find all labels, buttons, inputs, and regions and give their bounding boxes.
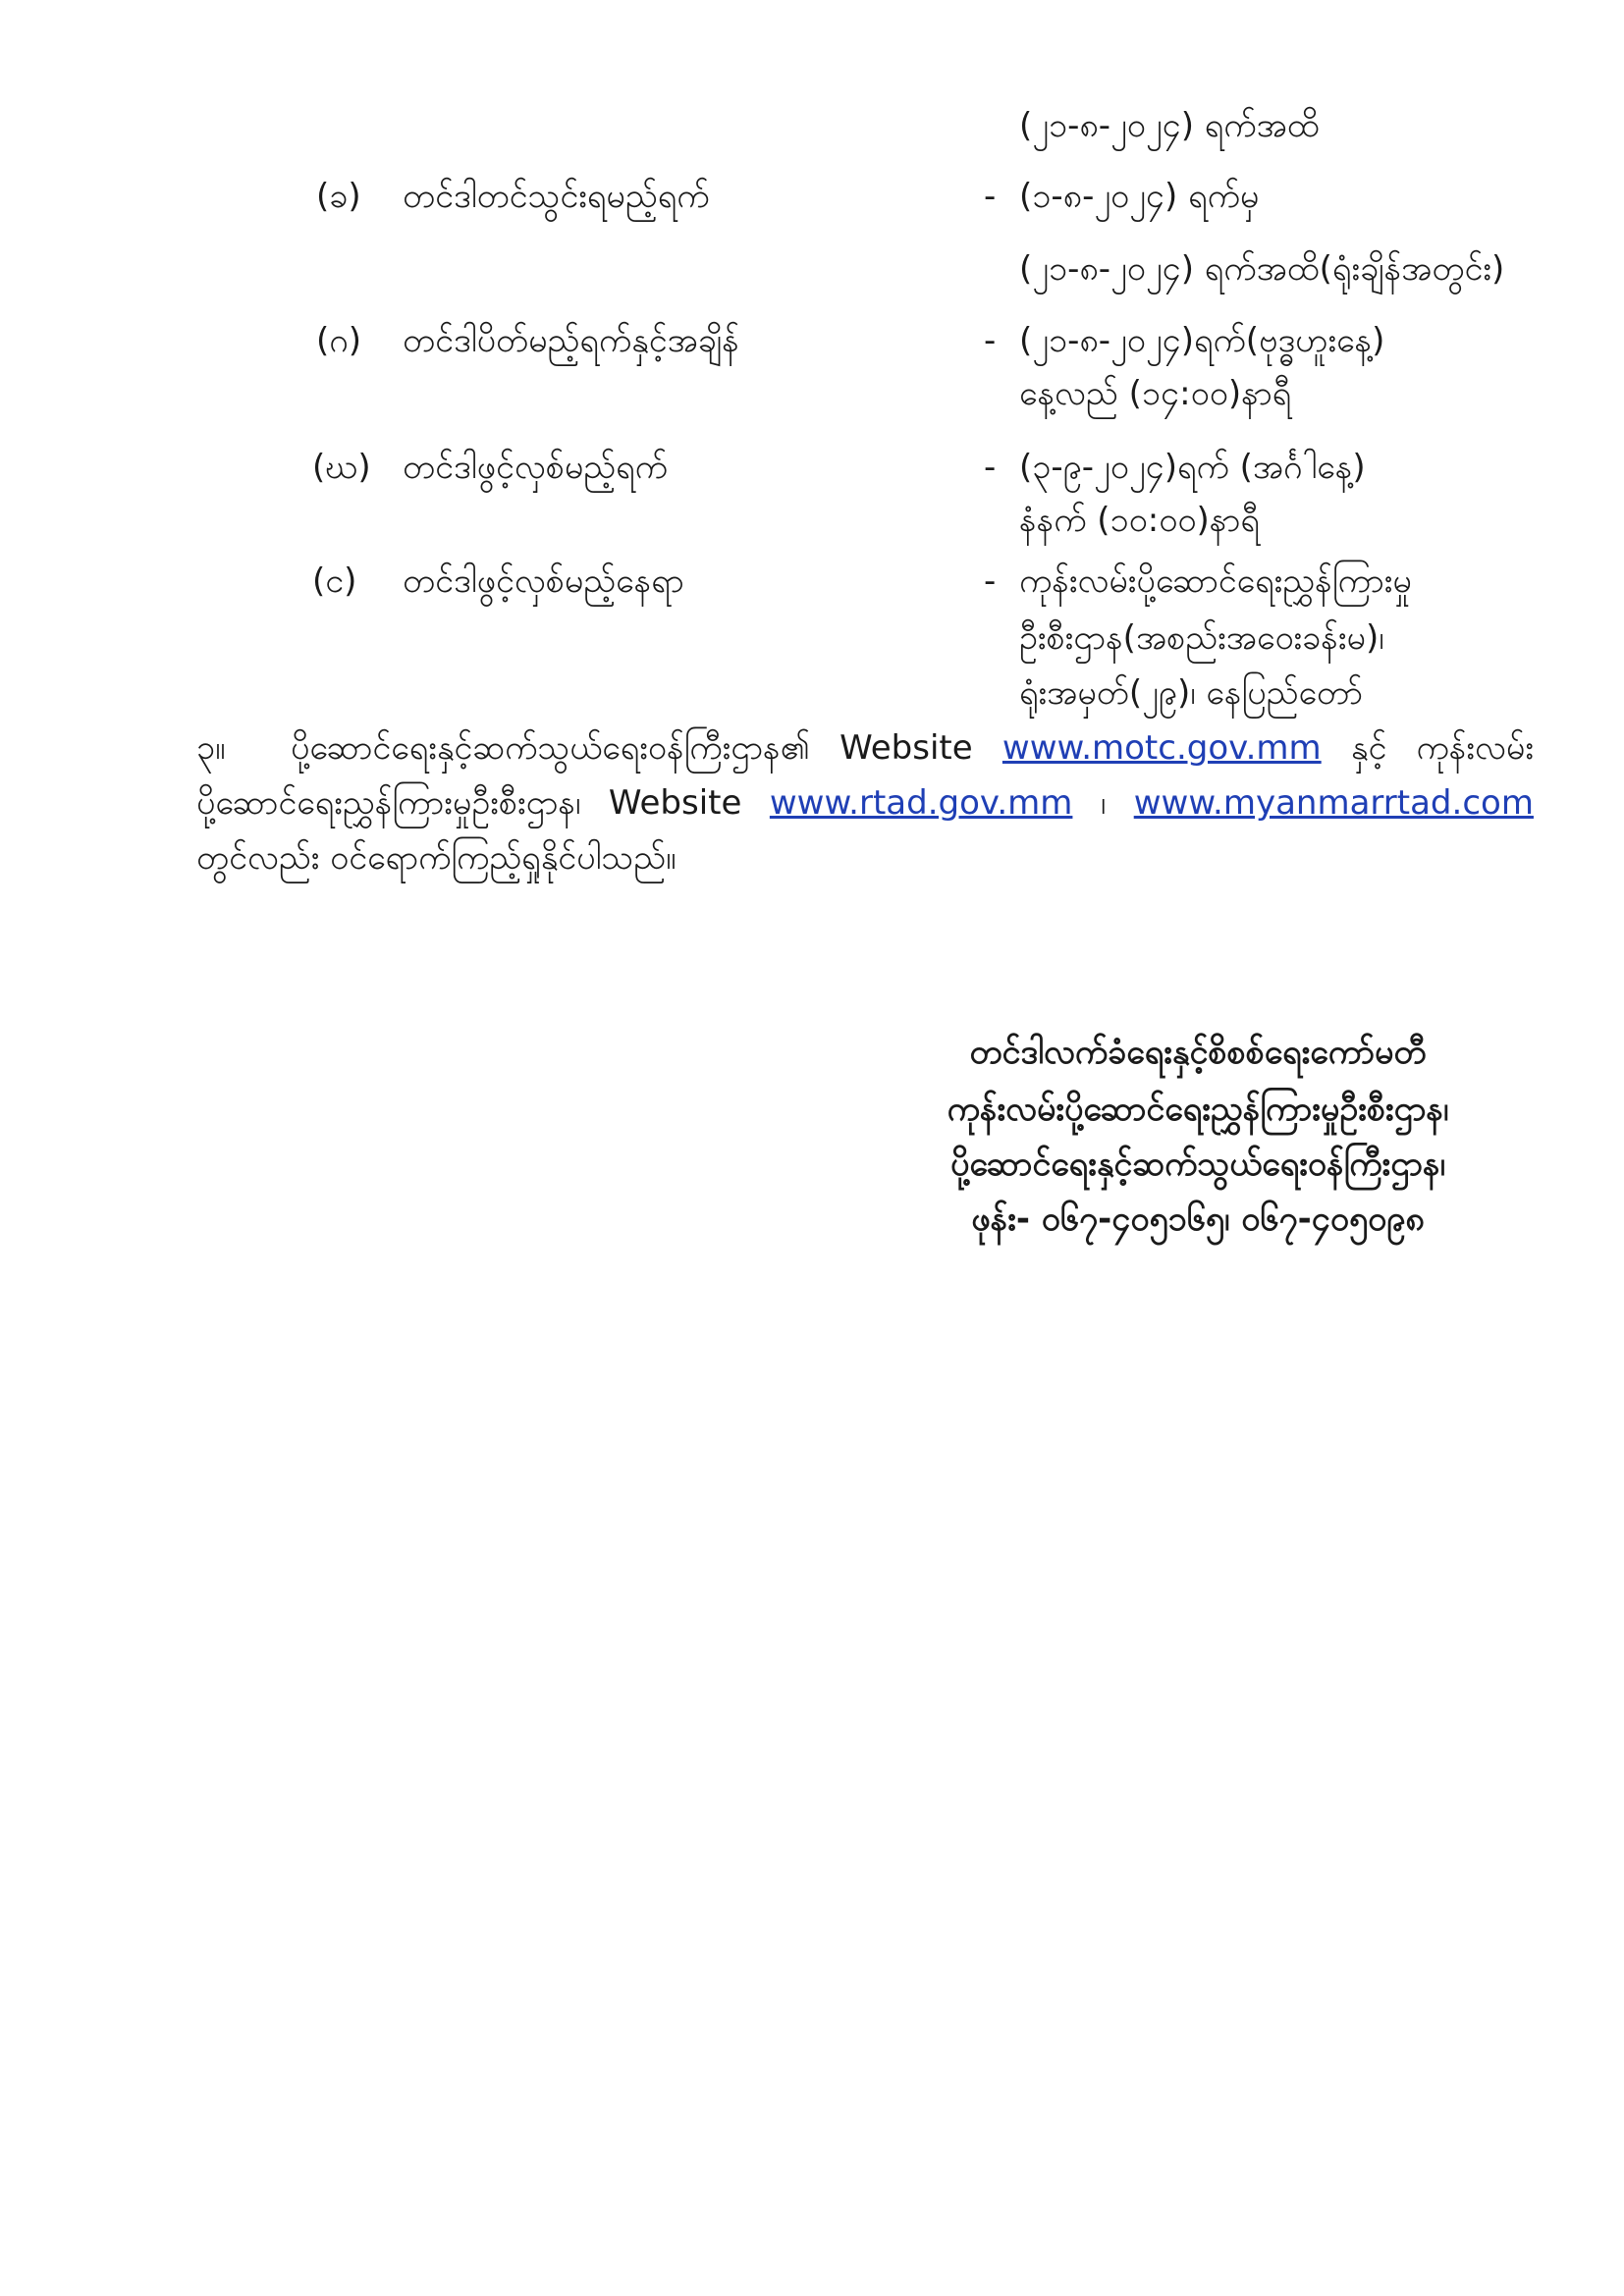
link-myanmarrtad[interactable]: www.myanmarrtad.com [1133, 783, 1534, 823]
link-rtad[interactable]: www.rtad.gov.mm [769, 783, 1073, 823]
paragraph-line-2 [196, 783, 1534, 823]
row-kha-label: တင်ဒါတင်သွင်းရမည့်ရက် [403, 177, 710, 216]
row-nga-marker: (င) [312, 561, 357, 601]
row-ga-value-1: (၂၁-၈-၂၀၂၄)ရက်(ဗုဒ္ဓဟူးနေ့) [1019, 321, 1385, 360]
signature-department: ကုန်းလမ်းပို့ဆောင်ရေးညွှန်ကြားမှုဦးစီးဌာန၊ [947, 1090, 1449, 1129]
paragraph-line-3: တွင်လည်း ဝင်ရောက်ကြည့်ရှုနိုင်ပါသည်။ [196, 838, 677, 878]
row-nga-value-3: ရုံးအမှတ်(၂၉)၊ နေပြည်တော် [1019, 673, 1364, 713]
row-nga-value-1: ကုန်းလမ်းပို့ဆောင်ရေးညွှန်ကြားမှု [1019, 561, 1412, 601]
row-ga-dash: - [984, 321, 997, 360]
paragraph-line-2-separator: ၊ [1100, 783, 1107, 823]
paragraph-number: ၃။ [196, 728, 226, 768]
row-ga-label: တင်ဒါပိတ်မည့်ရက်နှင့်အချိန် [403, 321, 739, 360]
link-motc[interactable]: www.motc.gov.mm [1001, 728, 1322, 768]
row-gha-label: တင်ဒါဖွင့်လှစ်မည့်ရက် [403, 448, 668, 487]
row-nga-label: တင်ဒါဖွင့်လှစ်မည့်နေရာ [403, 561, 684, 601]
row-ga-marker: (ဂ) [316, 321, 361, 360]
signature-committee: တင်ဒါလက်ခံရေးနှင့်စိစစ်ရေးကော်မတီ [969, 1033, 1427, 1072]
row-ga-value-2: နေ့လည် (၁၄:၀၀)နာရီ [1019, 374, 1292, 413]
row-kha-dash: - [984, 177, 997, 216]
signature-ministry: ပို့ဆောင်ရေးနှင့်ဆက်သွယ်ရေးဝန်ကြီးဌာန၊ [949, 1145, 1446, 1184]
signature-phone: ဖုန်း- ၀၆၇-၄၀၅၁၆၅၊ ၀၆၇-၄၀၅၀၉၈ [971, 1200, 1425, 1239]
row-gha-value-1: (၃-၉-၂၀၂၄)ရက် (အင်္ဂါနေ့) [1019, 448, 1366, 487]
paragraph-line-1-end: ကုန်းလမ်း [1416, 728, 1534, 768]
paragraph-line-2-text: ပို့ဆောင်ရေးညွှန်ကြားမှုဦးစီးဌာန၊ [196, 783, 581, 823]
row-nga-dash: - [984, 561, 997, 601]
row-kha-marker: (ခ) [316, 177, 361, 216]
paragraph-line-1-text: ပို့ဆောင်ရေးနှင့်ဆက်သွယ်ရေးဝန်ကြီးဌာန၏ [291, 728, 810, 768]
row-gha-marker: (ဃ) [312, 448, 371, 487]
paragraph-line-1-and: နှင့် [1350, 728, 1387, 768]
paragraph-line-1-website: Website [839, 728, 973, 768]
row-nga-value-2: ဦးစီးဌာန(အစည်းအဝေးခန်းမ)၊ [1019, 618, 1384, 658]
paragraph-line-1 [291, 728, 1534, 768]
row-kha-value-2: (၂၁-၈-၂၀၂၄) ရက်အထိ(ရုံးချိန်အတွင်း) [1019, 249, 1505, 289]
schedule-top-line: (၂၁-၈-၂၀၂၄) ရက်အထိ [1019, 106, 1320, 145]
row-kha-value-1: (၁-၈-၂၀၂၄) ရက်မှ [1019, 177, 1260, 216]
paragraph-line-2-website: Website [608, 783, 742, 823]
row-gha-value-2: နံနက် (၁၀:၀၀)နာရီ [1019, 501, 1260, 540]
row-gha-dash: - [984, 448, 997, 487]
